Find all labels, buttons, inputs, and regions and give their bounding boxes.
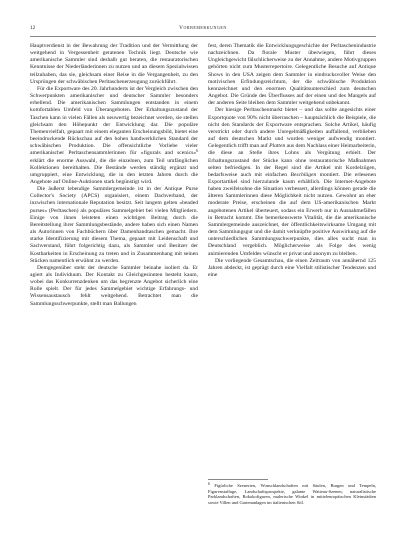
paragraph (208, 107, 376, 257)
footnote-text: Figürliche Szenerien, Wunschlandschaften mit Säulen, Burgen und Tempeln, Figurenstaffage, Landschaftsprospekte, galante Watteau-Szenen, naturalistische Parklandschaften, Rokokofiguren, malerische Winkel in mittelenropäischen Kleinstädten sowie Villen und Gartenanlagen im italienischen Stil. (208, 483, 376, 506)
paragraph-text: Für die Exportware des 20. Jahrhunderts ist der Vergleich zwischen den Schwerpunkten amerikanischer und deutscher Sammler besonders erhellend. Die amerikanischen Sammlungen entstanden in einem komfortablen Umfeld von Überangeboten. Der Erhaltungszustand der Taschen kann in vielen Fällen als neuwertig bezeichnet werden, sie stellen gleichsam den Höhepunkt der Entwicklung dar. Die populäre Themenvielfalt, gepaart mit einem eleganten Erscheinungsbild, bietet eine beeindruckende Rückschau auf den hohen handwerklichen Standard der schwäbischen Produktion. Die offensichtliche Vorliebe vieler amerikanischer Perltaschensammlerinnen für »figurals and scenics« (30, 85, 198, 157)
paragraph-text: erklärt die enorme Auswahl, die die einzelnen, zum Teil umfänglichen Kollektionen bereithalten. Die Bestände werden ständig ergänzt und umgruppiert, eine Entwicklung, die in den letzten Jahren durch die Angebote auf Online-Auktionen stark begünstigt wird. (30, 157, 198, 185)
paragraph: fest, deren Thematik die Entwicklungsgeschichte der Perltaschenindustrie nachzeichnen. Da florale Muster überwiegen, führt dieses Ungleichgewicht fälschlicherweise zu der Annahme, andere Motivgruppen gehörten nicht zum Musterrepertoire. Gelegentliche Besuche auf Antique Shows in den USA zeigen dem Sammler in eindrucksvoller Weise den motivischen Erfindungsreichtum, der die schwäbische Produktion kennzeichnet und den enormen Qualitätsunterschied zum deutschen Angebot. Die Gründe des Überflusses auf der einen und des Mangels auf der anderen Seite bleiben dem Sammler weitgehend unbekannt. (208, 43, 376, 107)
footnote (208, 483, 376, 506)
running-title: Vorbemerkungen (179, 25, 227, 31)
header-rule (30, 36, 376, 37)
footnote-marker: 6 (208, 482, 210, 486)
paragraph: Demgegenüber steht der deutsche Sammler beinahe isoliert da. Er agiert als Individuum. Der Kontakt zu Gleichgesinnten besteht kaum, wobei das Konkurrenzdenken um das begrenzte Angebot sicherlich eine Rolle spielt. Der für jedes Sammelgebiet wichtige Erfahrungs- und Wissensaustausch fehlt weitgehend. Betrachtet man die Sammlungsschwerpunkte, stellt man Ballungen (30, 264, 198, 307)
footnote-reference: 6 (196, 149, 198, 154)
emphasis: Beschlägen (290, 171, 317, 178)
paragraph: Die äußerst lebendige Sammlergemeinde ist in der Antique Purse Collector's Society (APCS) organisiert, einem Dachverband, der inzwischen internationale Reputation besitzt. Seit langem gelten »beaded purses« (Perltaschen) als populäres Sammelgebiet bei vielen Mitgliedern. Einige von ihnen leisteten einen wichtigen Beitrag durch die Bereitstellung ihrer Sammlungsbestände, andere haben sich einen Namen als Autorinnen von Fachbüchern über Damenhandtaschen gemacht. Ihre starke Identifizierung mit diesem Thema, gepaart mit Leidenschaft und Sachverstand, führt folgerichtig dazu, als Sammler und Besitzer der Kostbarkeiten in Erscheinung zu treten und in Zusammenhang mit seinen Stücken namentlich erwähnt zu werden. (30, 186, 198, 264)
page-header (30, 23, 376, 33)
paragraph (30, 86, 198, 186)
emphasis: Platten (269, 143, 286, 150)
footnote-rule (208, 479, 268, 480)
paragraph-text: Der hiesige Perltaschenmarkt bietet – und das sollte angesichts einer Exportquote von 90% nicht überraschen – hauptsächlich die Beispiele, die nicht den Standards der Exportware entsprachen. Solche Artikel, häufig verstrickt oder durch andere Unregelmäßigkeiten auffallend, verblieben auf dem deutschen Markt und wurden weniger aufwendig montiert. Gelegentlich trifft man auf (208, 107, 376, 150)
paragraph: Die vorliegende Gesamtschau, die einen Zeitraum von annähernd 125 Jahren abdeckt, ist geprägt durch eine Vielfalt stilistischer Tendenzen und eine (208, 257, 376, 278)
left-column (30, 43, 198, 308)
paragraph-text: montiert. Die erlesenen Exportartikel sind hierzulande kaum erhältlich. Die Internet-Angebote haben zweifelsohne die Situation verbessert, allerdings können gerade die älteren Sammlerinnen diese Möglichkeit nicht nutzen. Gewohnt an eher moderate Preise, erscheinen die auf dem US-amerikanischen Markt angebotenen Artikel überteuert, sodass ein Erwerb nur in Ausnahmefällen in Betracht kommt. Die bemerkenswerte Vitalität, die die amerikanische Sammlergemeinde auszeichnet, der öffentlichkeitswirksame Umgang mit dem Sammlungsgut und die damit verknüpfte positive Auswirkung auf die unterschiedlichen Sammlungsschwerpunkte, dies alles sucht man in Deutschland vergeblich. Möglicherweise als Folge des wenig animierenden Umfeldes wünscht er privat und anonym zu bleiben. (208, 171, 376, 257)
paragraph: Hauptverdienst in der Bewahrung der Tradition und der Vermittlung der weitgehend in Vergessenheit geratenen Technik liegt. Deutsche wie amerikanische Sammler sind deshalb gut beraten, die restauratorischen Kenntnisse der Niederländerinnen zu nutzen und an diesem Spezialwissen teilzuhaben, das sie, gleichsam einer Reise in die Vergangenheit, zu den Ursprüngen der schwäbischen Perltaschenerzeugung zurückführt. (30, 43, 198, 85)
right-column (208, 43, 376, 279)
paragraph-text: aus dem Nachlass einer Heimarbeiterin, die diese an Stelle ihres Lohns als Vergütung erhielt. Der Erhaltungszustand der Stücke kann ohne restauratorische Maßnahmen selten befriedigen. In der Regel sind die Artikel mit Kordelzügen, bedarfsweise auch mit einfachen (208, 143, 376, 178)
page-number: 12 (30, 25, 36, 31)
